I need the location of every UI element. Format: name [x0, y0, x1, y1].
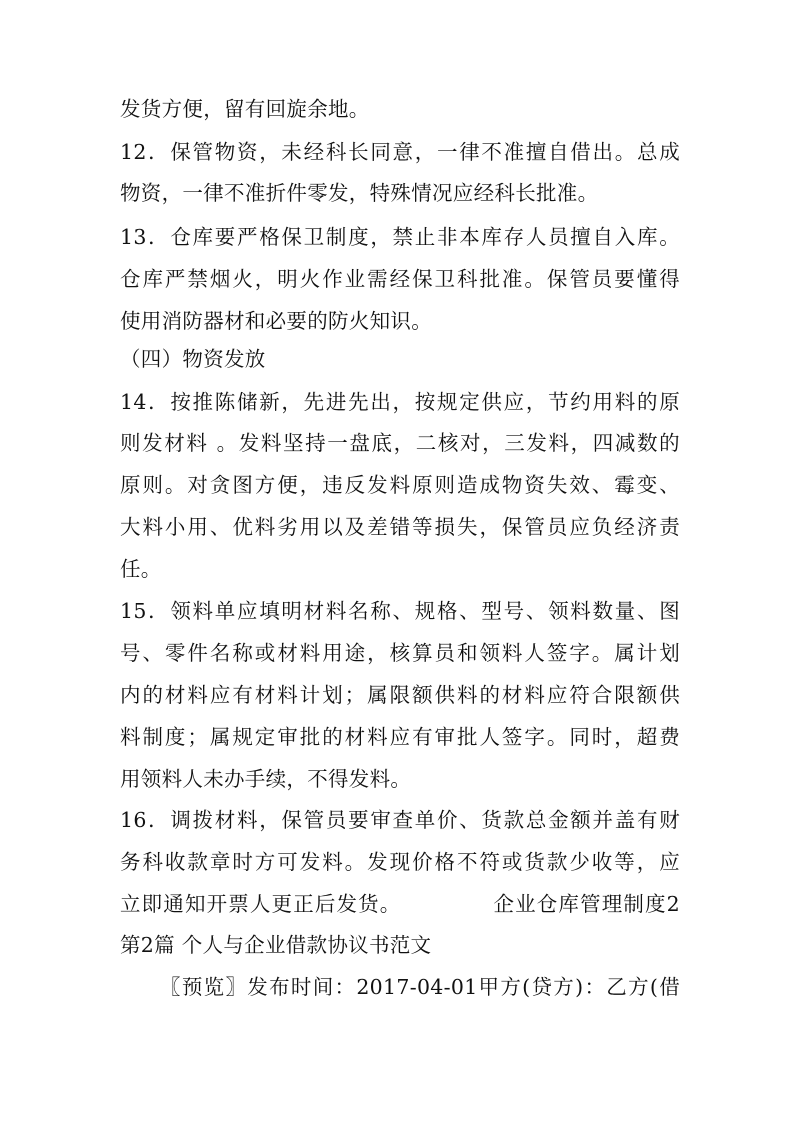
text-line: 立即通知开票人更正后发货。 企业仓库管理制度2 — [120, 892, 680, 916]
text-line: 内的材料应有材料计划；属限额供料的材料应符合限额供 — [120, 683, 680, 707]
text-line: 料制度；属规定审批的材料应有审批人签字。同时，超费 — [120, 725, 680, 749]
preview-line: 〖预览〗发布时间：2017-04-01甲方(贷方)：乙方(借 — [160, 975, 680, 999]
text-line: 任。 — [120, 557, 162, 581]
article-title: 第2篇 个人与企业借款协议书范文 — [120, 933, 432, 957]
text-line: 16．调拨材料，保管员要审查单价、货款总金额并盖有财 — [120, 808, 680, 832]
text-line: 原则。对贪图方便，违反发料原则造成物资失效、霉变、 — [120, 473, 680, 497]
text-line: 仓库严禁烟火，明火作业需经保卫科批准。保管员要懂得 — [120, 267, 680, 291]
section-heading: （四）物资发放 — [120, 347, 266, 371]
text-line: 务科收款章时方可发料。发现价格不符或货款少收等，应 — [120, 850, 680, 874]
text-line: 发货方便，留有回旋余地。 — [120, 97, 370, 121]
text-line: 13．仓库要严格保卫制度，禁止非本库存人员擅自入库。 — [120, 225, 680, 249]
text-line: 则发材料 。发料坚持一盘底，二核对，三发料，四减数的 — [120, 431, 680, 455]
text-line: 用领料人未办手续，不得发料。 — [120, 767, 412, 791]
text-line: 12．保管物资，未经科长同意，一律不准擅自借出。总成 — [120, 140, 680, 164]
text-line: 物资，一律不准折件零发，特殊情况应经科长批准。 — [120, 181, 599, 205]
text-line: 15．领料单应填明材料名称、规格、型号、领料数量、图 — [120, 599, 680, 623]
text-line: 大料小用、优料劣用以及差错等损失，保管员应负经济责 — [120, 515, 680, 539]
text-line: 14．按推陈储新，先进先出，按规定供应，节约用料的原 — [120, 390, 680, 414]
text-line: 号、零件名称或材料用途，核算员和领料人签字。属计划 — [120, 641, 680, 665]
text-line: 使用消防器材和必要的防火知识。 — [120, 309, 432, 333]
